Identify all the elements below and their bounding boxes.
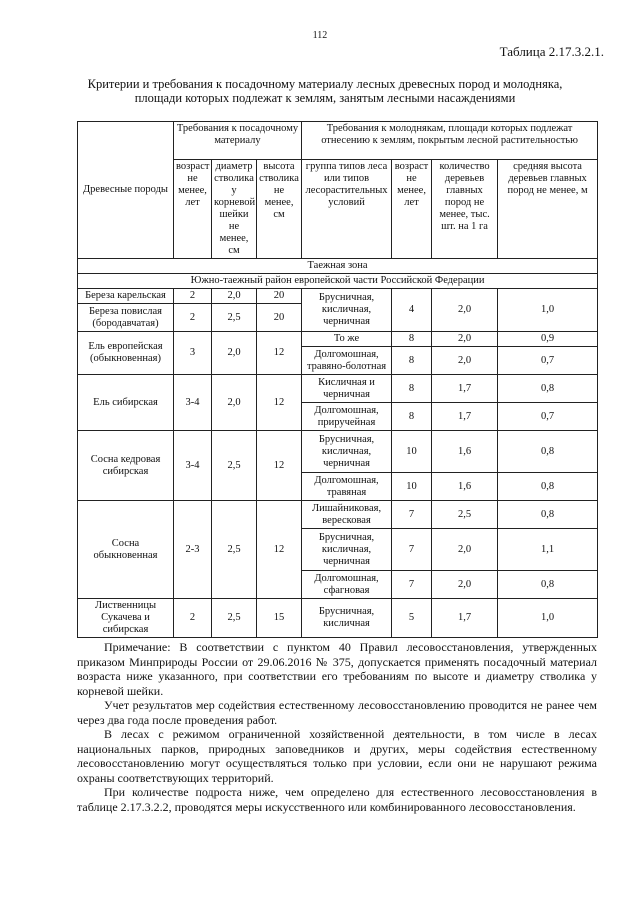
tree-count: 2,0	[432, 347, 498, 375]
note-paragraph: Примечание: В соответствии с пунктом 40 Правил лесовосстановления, утвержденных приказом Минприроды России от 29.06.2016 № 375, допускается применять посадочный материал возраста ниже указанного, при соответствии его требованиям по высоте и диаметру стволика у корневой шейки.	[77, 640, 597, 698]
forest-type: Брусничная, кисличная	[302, 599, 392, 638]
forest-type: То же	[302, 332, 392, 347]
young-age: 8	[392, 332, 432, 347]
planting-height: 12	[257, 332, 302, 375]
header-forest-type: группа типов леса или типов лесорастительных условий	[302, 160, 392, 259]
young-age: 5	[392, 599, 432, 638]
table-row	[78, 599, 598, 638]
planting-age: 2	[174, 304, 212, 332]
header-species: Древесные породы	[78, 122, 174, 259]
forest-type: Лишайниковая, вересковая	[302, 501, 392, 529]
tree-count: 1,7	[432, 375, 498, 403]
planting-height: 12	[257, 431, 302, 501]
header-planting-material: Требования к посадочному материалу	[174, 122, 302, 160]
mean-height: 0,8	[498, 501, 598, 529]
header-planting-diameter: диаметр стволика у корневой шейки не менее, см	[212, 160, 257, 259]
mean-height: 1,1	[498, 529, 598, 571]
planting-height: 12	[257, 501, 302, 599]
region-row: Южно-таежный район европейской части Российской Федерации	[78, 274, 598, 289]
tree-count: 2,0	[432, 332, 498, 347]
young-age: 7	[392, 529, 432, 571]
forest-type: Долгомошная, сфагновая	[302, 571, 392, 599]
mean-height: 1,0	[498, 599, 598, 638]
mean-height: 0,7	[498, 403, 598, 431]
planting-age: 2	[174, 289, 212, 304]
young-age: 10	[392, 431, 432, 473]
forest-type: Долгомошная, травяно-болотная	[302, 347, 392, 375]
tree-count: 1,7	[432, 403, 498, 431]
header-tree-count: количество деревьев главных пород не менее, тыс. шт. на 1 га	[432, 160, 498, 259]
forest-type: Брусничная, кисличная, черничная	[302, 431, 392, 473]
mean-height: 0,9	[498, 332, 598, 347]
species-name: Береза повислая (бородавчатая)	[78, 304, 174, 332]
table-row	[78, 289, 598, 304]
forest-type: Брусничная, кисличная, черничная	[302, 529, 392, 571]
species-name: Лиственницы Сукачева и сибирская	[78, 599, 174, 638]
young-age: 7	[392, 571, 432, 599]
page-number: 112	[312, 30, 328, 41]
table-row	[78, 332, 598, 347]
mean-height: 0,8	[498, 571, 598, 599]
mean-height: 0,8	[498, 431, 598, 473]
planting-height: 20	[257, 289, 302, 304]
young-age: 7	[392, 501, 432, 529]
tree-count: 2,0	[432, 571, 498, 599]
planting-age: 2	[174, 599, 212, 638]
forest-type: Долгомошная, приручейная	[302, 403, 392, 431]
header-mean-height: средняя высота деревьев главных пород не менее, м	[498, 160, 598, 259]
species-name: Сосна кедровая сибирская	[78, 431, 174, 501]
tree-count: 1,6	[432, 473, 498, 501]
table-row	[78, 375, 598, 403]
tree-count: 1,6	[432, 431, 498, 473]
planting-age: 3-4	[174, 431, 212, 501]
planting-age: 3-4	[174, 375, 212, 431]
planting-height: 12	[257, 375, 302, 431]
forest-type: Брусничная, кисличная, черничная	[302, 289, 392, 332]
species-name: Береза карельская	[78, 289, 174, 304]
tree-count: 2,0	[432, 529, 498, 571]
young-age: 8	[392, 375, 432, 403]
young-age: 10	[392, 473, 432, 501]
planting-height: 20	[257, 304, 302, 332]
header-planting-age: возраст не менее, лет	[174, 160, 212, 259]
mean-height: 0,8	[498, 473, 598, 501]
table-row	[78, 501, 598, 529]
zone-row: Таежная зона	[78, 259, 598, 274]
planting-diameter: 2,5	[212, 304, 257, 332]
note-paragraph: При количестве подроста ниже, чем определено для естественного лесовосстановления в таблице 2.17.3.2.2, проводятся меры искусственного или комбинированного лесовосстановления.	[77, 785, 597, 814]
young-age: 8	[392, 403, 432, 431]
young-age: 4	[392, 289, 432, 332]
planting-age: 3	[174, 332, 212, 375]
note-paragraph: В лесах с режимом ограниченной хозяйственной деятельности, в том числе в лесах национальных парков, природных заповедников и других, меры содействия естественному лесовосстановлению могут осуществляться только при условии, если они не нарушают режима охраны соответствующих территорий.	[77, 727, 597, 785]
tree-count: 1,7	[432, 599, 498, 638]
note-paragraph: Учет результатов мер содействия естественному лесовосстановлению проводится не ранее чем через два года после проведения работ.	[77, 698, 597, 727]
header-young-age: возраст не менее, лет	[392, 160, 432, 259]
header-young-stands: Требования к молоднякам, площади которых подлежат отнесению к землям, покрытым лесной растительностью	[302, 122, 598, 160]
mean-height: 0,7	[498, 347, 598, 375]
planting-diameter: 2,0	[212, 289, 257, 304]
species-name: Ель сибирская	[78, 375, 174, 431]
tree-count: 2,5	[432, 501, 498, 529]
planting-diameter: 2,5	[212, 501, 257, 599]
mean-height: 1,0	[498, 289, 598, 332]
planting-diameter: 2,5	[212, 431, 257, 501]
planting-diameter: 2,0	[212, 332, 257, 375]
planting-age: 2-3	[174, 501, 212, 599]
forest-type: Долгомошная, травяная	[302, 473, 392, 501]
document-title: Критерии и требования к посадочному материалу лесных древесных пород и молодняка, площади которых подлежат к землям, занятым лесными насаждениями	[87, 77, 563, 105]
young-age: 8	[392, 347, 432, 375]
forest-type: Кисличная и черничная	[302, 375, 392, 403]
table-reference: Таблица 2.17.3.2.1.	[499, 44, 604, 59]
species-name: Сосна обыкновенная	[78, 501, 174, 599]
table-row	[78, 431, 598, 473]
species-name: Ель европейская (обыкновенная)	[78, 332, 174, 375]
notes-section	[77, 640, 597, 814]
planting-height: 15	[257, 599, 302, 638]
tree-count: 2,0	[432, 289, 498, 332]
planting-diameter: 2,0	[212, 375, 257, 431]
header-planting-height: высота стволика не менее, см	[257, 160, 302, 259]
criteria-table	[77, 121, 598, 638]
planting-diameter: 2,5	[212, 599, 257, 638]
mean-height: 0,8	[498, 375, 598, 403]
